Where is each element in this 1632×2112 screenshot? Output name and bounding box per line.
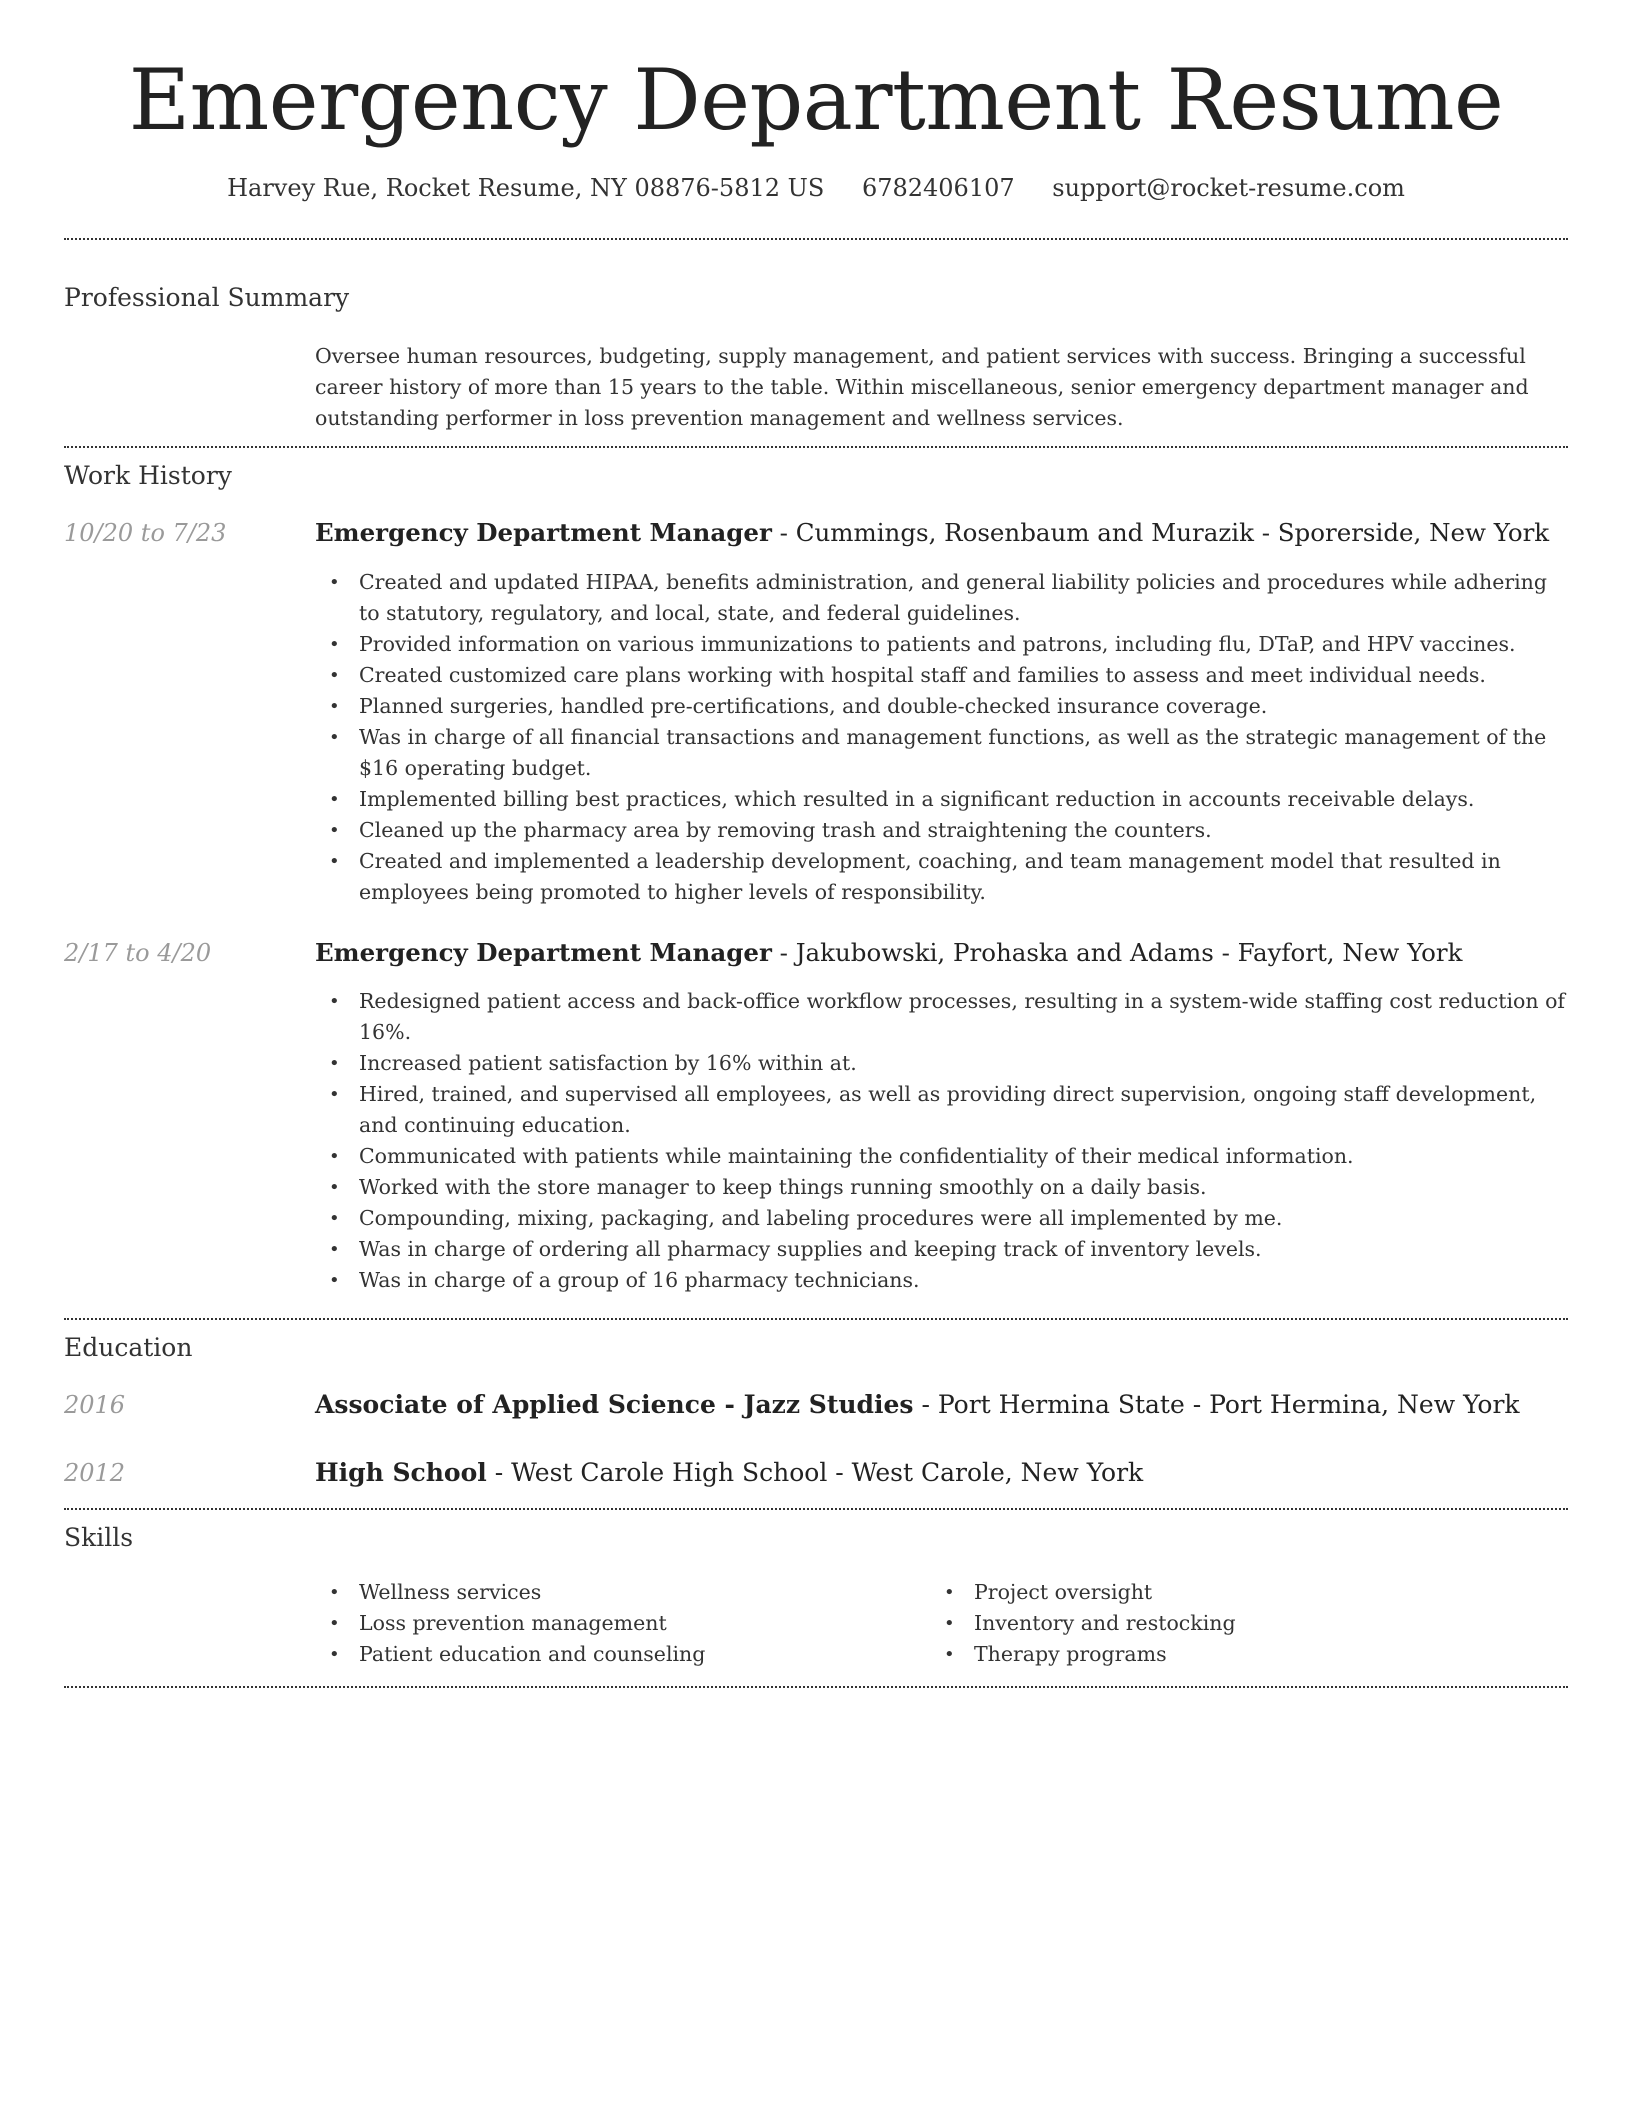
- education-degree: High School: [315, 1458, 487, 1487]
- education-entry: [315, 1456, 1143, 1490]
- skill-item: • Therapy programs: [930, 1639, 1530, 1670]
- skill-item: • Project oversight: [930, 1577, 1530, 1608]
- list-item: • Compounding, mixing, packaging, and labeling procedures were all implemented by me.: [315, 1203, 1568, 1234]
- job-position: Emergency Department Manager: [315, 518, 772, 547]
- skill-item: • Inventory and restocking: [930, 1608, 1530, 1639]
- divider: [64, 1686, 1568, 1688]
- list-item: • Was in charge of a group of 16 pharmacy technicians.: [315, 1265, 1568, 1296]
- list-item: • Provided information on various immunizations to patients and patrons, including flu, DTaP, and HPV vaccines.: [315, 629, 1568, 660]
- list-item: • Increased patient satisfaction by 16% within at.: [315, 1048, 1568, 1079]
- list-item: • Communicated with patients while maintaining the confidentiality of their medical information.: [315, 1141, 1568, 1172]
- education-year: 2016: [64, 1391, 126, 1419]
- list-item: • Redesigned patient access and back-office workflow processes, resulting in a system-wide staffing cost reduction of 16%.: [315, 986, 1568, 1048]
- skill-item: • Loss prevention management: [315, 1608, 915, 1639]
- list-item: • Created customized care plans working with hospital staff and families to assess and meet individual needs.: [315, 660, 1568, 691]
- list-item: • Created and implemented a leadership development, coaching, and team management model that resulted in employees being promoted to higher levels of responsibility.: [315, 846, 1568, 908]
- job-position: Emergency Department Manager: [315, 938, 772, 967]
- divider: [64, 1318, 1568, 1320]
- skills-list-right: [930, 1577, 1530, 1670]
- job-title: [315, 936, 1462, 970]
- job-bullets: [315, 567, 1568, 908]
- section-title-summary: Professional Summary: [64, 283, 350, 312]
- list-item: • Worked with the store manager to keep things running smoothly on a daily basis.: [315, 1172, 1568, 1203]
- list-item: • Hired, trained, and supervised all employees, as well as providing direct supervision, ongoing staff development, and continuing education.: [315, 1079, 1568, 1141]
- resume-title: Emergency Department Resume: [128, 51, 1504, 149]
- divider: [64, 238, 1568, 240]
- skill-item: • Wellness services: [315, 1577, 915, 1608]
- education-year: 2012: [64, 1459, 126, 1487]
- list-item: • Implemented billing best practices, which resulted in a significant reduction in accounts receivable delays.: [315, 784, 1568, 815]
- education-degree: Associate of Applied Science - Jazz Studies: [315, 1390, 914, 1419]
- job-employer: - Jakubowski, Prohaska and Adams - Fayfort, New York: [771, 938, 1463, 967]
- divider: [64, 1508, 1568, 1510]
- education-entry: [315, 1388, 1520, 1422]
- contact-address: Harvey Rue, Rocket Resume, NY 08876-5812 US: [227, 174, 825, 202]
- list-item: • Cleaned up the pharmacy area by removing trash and straightening the counters.: [315, 815, 1568, 846]
- section-title-skills: Skills: [64, 1523, 134, 1552]
- job-dates: 10/20 to 7/23: [64, 519, 227, 547]
- education-school: - Port Hermina State - Port Hermina, New York: [913, 1390, 1520, 1419]
- job-title: [315, 516, 1549, 550]
- section-title-education: Education: [64, 1333, 193, 1362]
- education-school: - West Carole High School - West Carole, New York: [486, 1458, 1144, 1487]
- job-bullets: [315, 986, 1568, 1296]
- summary-text: Oversee human resources, budgeting, supply management, and patient services with success. Bringing a successful career history of more than 15 years to the table. Within miscellaneous, senior emergency department manager and outstanding performer in loss prevention management and wellness services.: [315, 344, 1529, 430]
- divider: [64, 446, 1568, 448]
- list-item: • Was in charge of all financial transactions and management functions, as well as the strategic management of the $16 operating budget.: [315, 722, 1568, 784]
- skill-item: • Patient education and counseling: [315, 1639, 915, 1670]
- job-dates: 2/17 to 4/20: [64, 939, 212, 967]
- contact-phone: 6782406107: [861, 174, 1015, 202]
- skills-list-left: [315, 1577, 915, 1670]
- list-item: • Was in charge of ordering all pharmacy supplies and keeping track of inventory levels.: [315, 1234, 1568, 1265]
- job-employer: - Cummings, Rosenbaum and Murazik - Sporerside, New York: [771, 518, 1550, 547]
- list-item: • Planned surgeries, handled pre-certifications, and double-checked insurance coverage.: [315, 691, 1568, 722]
- contact-line: [0, 170, 1632, 206]
- contact-email: support@rocket-resume.com: [1052, 174, 1405, 202]
- section-title-work: Work History: [64, 461, 232, 490]
- list-item: • Created and updated HIPAA, benefits administration, and general liability policies and procedures while adhering to statutory, regulatory, and local, state, and federal guidelines.: [315, 567, 1568, 629]
